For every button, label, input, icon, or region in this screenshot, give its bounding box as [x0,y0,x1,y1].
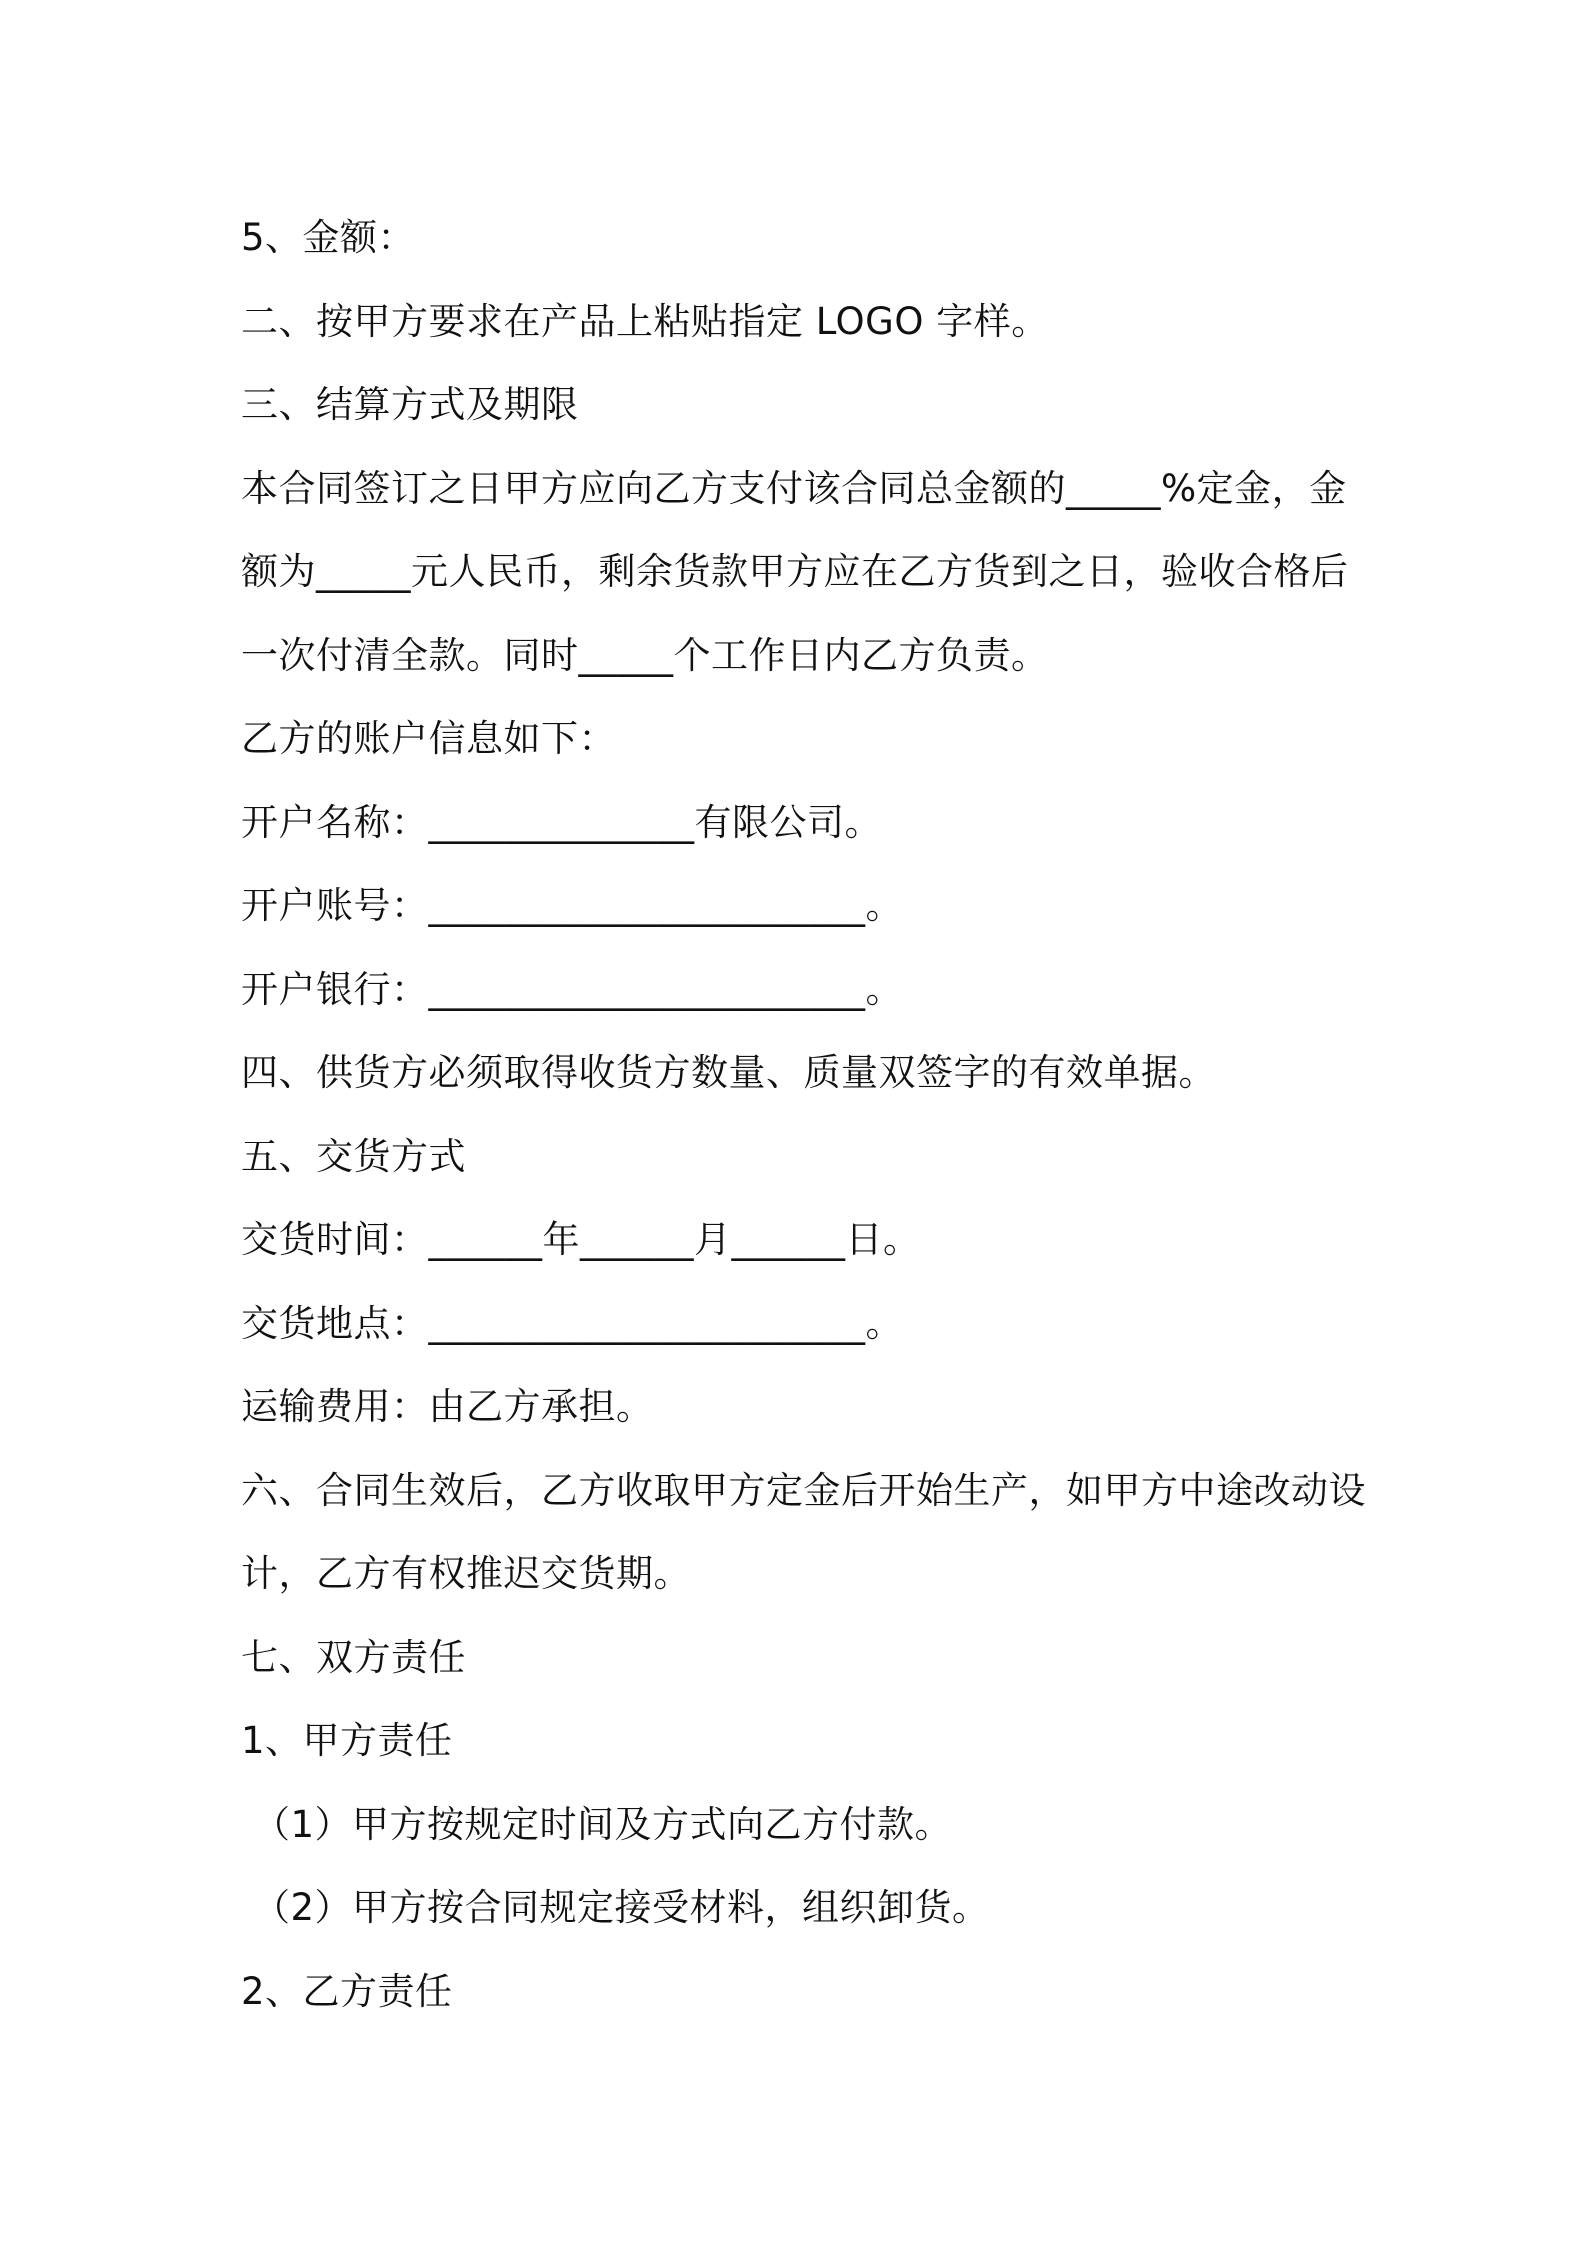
transport-cost-line: 运输费用：由乙方承担。 [241,1385,654,1428]
clause-6-text-line-2: 计，乙方有权推迟交货期。 [241,1552,691,1595]
account-info-heading: 乙方的账户信息如下： [241,717,616,760]
clause-3-heading: 三、结算方式及期限 [241,383,579,426]
clause-4-receipt: 四、供货方必须取得收货方数量、质量双签字的有效单据。 [241,1051,1216,1094]
party-a-duty-1: （1）甲方按规定时间及方式向乙方付款。 [253,1802,953,1846]
account-bank-line: 开户银行：_______________________。 [241,967,903,1011]
party-a-duty-heading: 1、甲方责任 [241,1719,453,1762]
clause-6-text-line-1: 六、合同生效后，乙方收取甲方定金后开始生产，如甲方中途改动设 [241,1468,1366,1512]
party-a-duty-2: （2）甲方按合同规定接受材料，组织卸货。 [253,1886,990,1929]
delivery-time-line: 交货时间：______年______月______日。 [241,1218,921,1261]
clause-3-text-line-1: 本合同签订之日甲方应向乙方支付该合同总金额的_____%定金，金 [241,466,1347,510]
account-name-line: 开户名称：______________有限公司。 [241,800,882,844]
clause-3-text-line-2: 额为_____元人民币，剩余货款甲方应在乙方货到之日，验收合格后 [241,550,1349,593]
document-body [241,196,1366,2033]
clause-2-logo: 二、按甲方要求在产品上粘贴指定 LOGO 字样。 [241,299,1049,343]
clause-7-heading: 七、双方责任 [241,1635,466,1679]
party-b-duty-heading: 2、乙方责任 [241,1969,453,2013]
clause-amount-item: 5、金额： [241,216,416,259]
delivery-place-line: 交货地点：_______________________。 [241,1301,903,1345]
clause-5-heading: 五、交货方式 [241,1134,466,1178]
account-number-line: 开户账号：_______________________。 [241,884,903,927]
clause-3-text-line-3: 一次付清全款。同时_____个工作日内乙方负责。 [241,633,1049,677]
